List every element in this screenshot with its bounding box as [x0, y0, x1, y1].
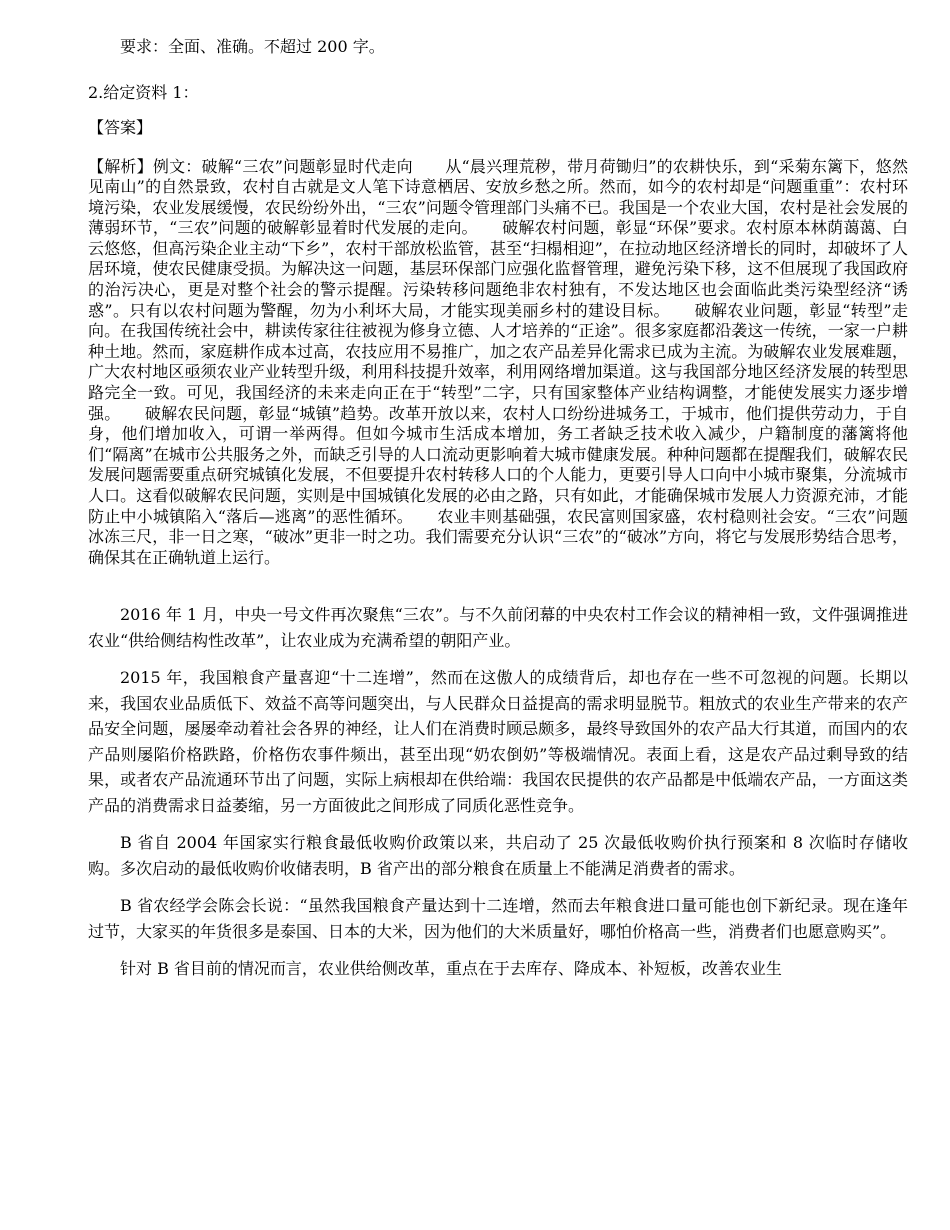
material-paragraph-5: 针对 B 省目前的情况而言，农业供给侧改革，重点在于去库存、降成本、补短板，改善农业生 [120, 959, 782, 979]
analysis-label: 【解析】 [88, 156, 153, 176]
answer-label: 【答案】 [88, 118, 153, 137]
document-page [88, 34, 908, 982]
material-paragraph-3: B 省自 2004 年国家实行粮食最低收购价政策以来，共启动了 25 次最低收购价执行预案和 8 次临时存储收购。多次启动的最低收购价收储表明，B 省产出的部分粮食在质量上不能满足消费者的需求。 [88, 833, 908, 878]
requirement-text: 要求：全面、准确。不超过 200 字。 [120, 37, 385, 56]
analysis-block [88, 157, 908, 569]
section-label: 2.给定资料 1： [88, 82, 199, 102]
material-paragraph-1: 2016 年 1 月，中央一号文件再次聚焦“三农”。与不久前闭幕的中央农村工作会议的精神相一致，文件强调推进农业“供给侧结构性改革”，让农业成为充满希望的朝阳产业。 [88, 605, 908, 650]
material-paragraph-4: B 省农经学会陈会长说：“虽然我国粮食产量达到十二连增，然而去年粮食进口量可能也创下新纪录。现在逢年过节，大家买的年货很多是泰国、日本的大米，因为他们的大米质量好，哪怕价格高一些，消费者们也愿意购买”。 [88, 896, 908, 941]
analysis-text: 例文：破解“三农”问题彰显时代走向 从“晨兴理荒秽，带月荷锄归”的农耕快乐，到“采菊东篱下，悠然见南山”的自然景致，农村自古就是文人笔下诗意栖居、安放乡愁之所。然而，如今的农村却是“问题重重”：农村环境污染，农业发展缓慢，农民纷纷外出，“三农”问题令管理部门头痛不已。我国是一个农业大国，农村是社会发展的薄弱环节，“三农”问题的破解彰显着时代发展的走向。 破解农村问题，彰显“环保”要求。农村原本林荫蔼蔼、白云悠悠，但高污染企业主动“下乡”，农村干部放松监管，甚至“扫榻相迎”，在拉动地区经济增长的同时，却破坏了人居环境，使农民健康受损。为解决这一问题，基层环保部门应强化监督管理，避免污染下移，这不但展现了我国政府的治污决心，更是对整个社会的警示提醒。污染转移问题绝非农村独有，不发达地区也会面临此类污染型经济“诱惑”。只有以农村问题为警醒，勿为小利坏大局，才能实现美丽乡村的建设目标。 破解农业问题，彰显“转型”走向。在我国传统社会中，耕读传家往往被视为修身立德、人才培养的“正途”。很多家庭都沿袭这一传统，一家一户耕种土地。然而，家庭耕作成本过高，农技应用不易推广，加之农产品差异化需求已成为主流。为破解农业发展难题，广大农村地区亟须农业产业转型升级，利用科技提升效率，利用网络增加渠道。这与我国部分地区经济发展的转型思路完全一致。可见，我国经济的未来走向正在于“转型”二字，只有国家整体产业结构调整，才能使发展实力逐步增强。 破解农民问题，彰显“城镇”趋势。改革开放以来，农村人口纷纷进城务工，于城市，他们提供劳动力，于自身，他们增加收入，可谓一举两得。但如今城市生活成本增加，务工者缺乏技术收入减少，户籍制度的藩篱将他们“隔离”在城市公共服务之外，而缺乏引导的人口流动更影响着大城市健康发展。种种问题都在提醒我们，破解农民发展问题需要重点研究城镇化发展，不但要提升农村转移人口的个人能力，更要引导人口向中小城市聚集，分流城市人口。这看似破解农民问题，实则是中国城镇化发展的必由之路，只有如此，才能确保城市发展人力资源充沛，才能防止中小城镇陷入“落后—逃离”的恶性循环。 农业丰则基础强，农民富则国家盛，农村稳则社会安。“三农”问题冰冻三尺，非一日之寒，“破冰”更非一时之功。我们需要充分认识“三农”的“破冰”方向，将它与发展形势结合思考，确保其在正确轨道上运行。 [88, 156, 908, 567]
material-paragraph-2: 2015 年，我国粮食产量喜迎“十二连增”，然而在这傲人的成绩背后，却也存在一些不可忽视的问题。长期以来，我国农业品质低下、效益不高等问题突出，与人民群众日益提高的需求明显脱节。粗放式的农业生产带来的农产品安全问题，屡屡牵动着社会各界的神经，让人们在消费时顾忌颇多，最终导致国外的农产品大行其道，而国内的农产品则屡陷价格跌路，价格伤农事件频出，甚至出现“奶农倒奶”等极端情况。表面上看，这是农产品过剩导致的结果，或者农产品流通环节出了问题，实际上病根却在供给端：我国农民提供的农产品都是中低端农产品，一方面这类产品的消费需求日益萎缩，另一方面彼此之间形成了同质化恶性竞争。 [88, 668, 908, 815]
